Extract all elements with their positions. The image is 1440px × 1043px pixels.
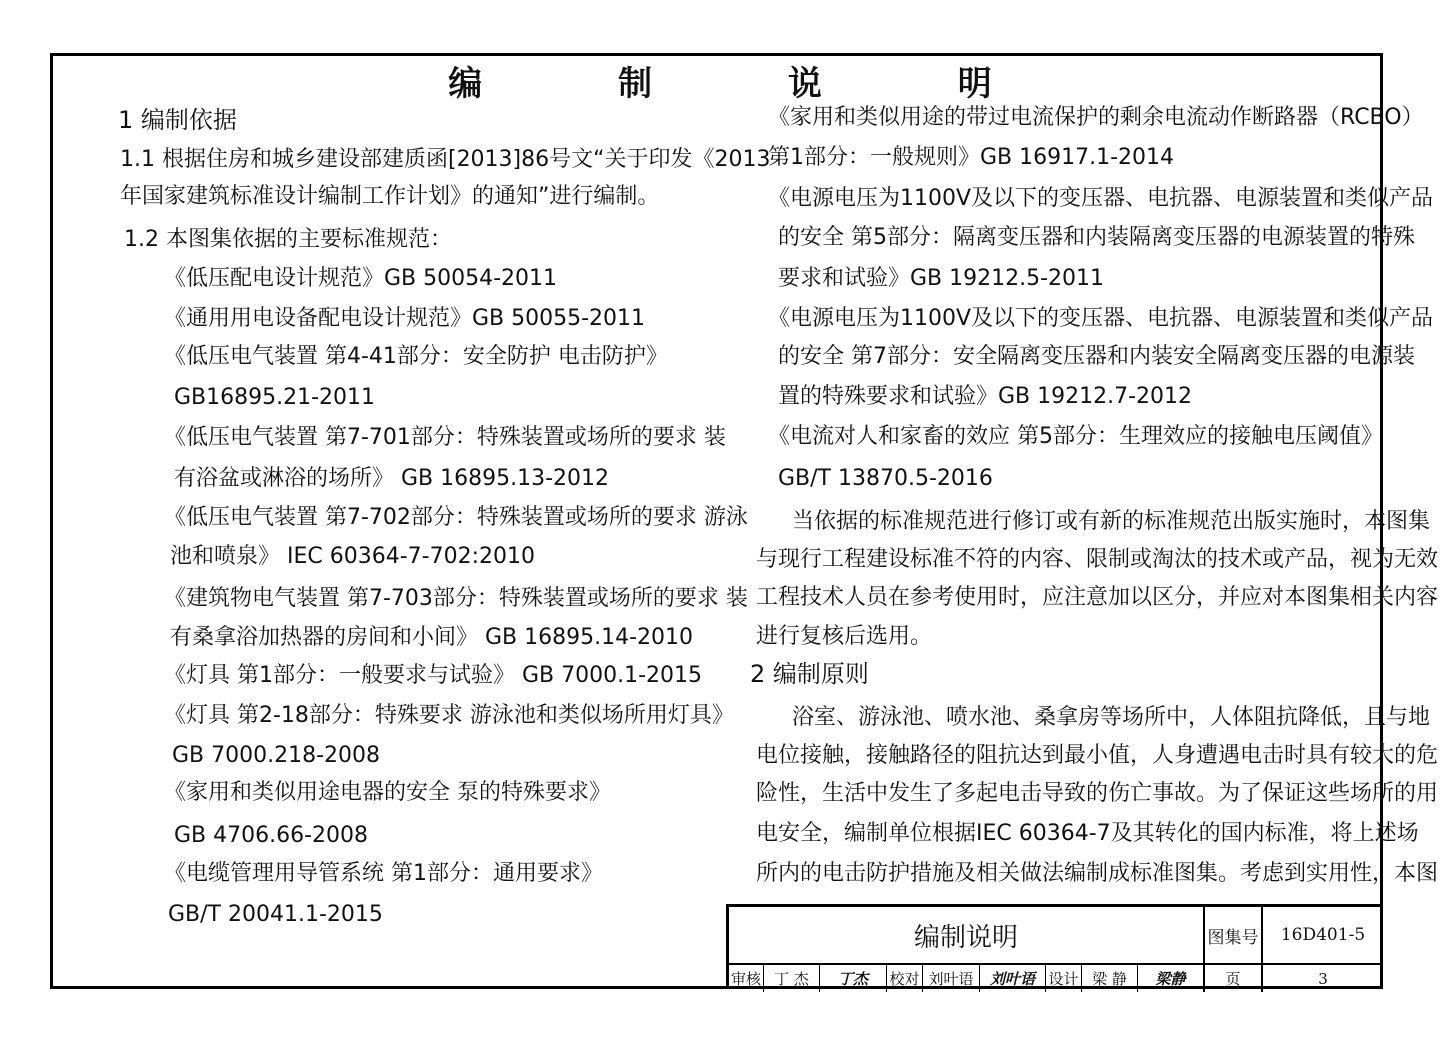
std-line: 池和喷泉》 IEC 60364-7-702:2010: [170, 544, 535, 569]
p1-2-heading: 1.2 本图集依据的主要标准规范：: [124, 227, 452, 252]
page-title: 编 制 说 明: [448, 64, 1054, 104]
std-line: 《电源电压为1100V及以下的变压器、电抗器、电源装置和类似产品: [768, 186, 1434, 211]
std-line: 《灯具 第2-18部分：特殊要求 游泳池和类似场所用灯具》: [164, 703, 734, 728]
std-line: 有浴盆或淋浴的场所》 GB 16895.13-2012: [174, 466, 610, 491]
page-label: 页: [1225, 970, 1241, 988]
drawing-title: 编制说明: [913, 922, 1018, 953]
atlas-no-label: 图集号: [1207, 927, 1259, 948]
principle-line: 所内的电击防护措施及相关做法编制成标准图集。考虑到实用性，本图: [756, 861, 1439, 886]
p1-1-line2: 年国家建筑标准设计编制工作计划》的通知”进行编制。: [120, 184, 660, 209]
std-line: GB/T 20041.1-2015: [168, 902, 383, 927]
std-line: 的安全 第5部分：隔离变压器和内装隔离变压器的电源装置的特殊: [778, 225, 1415, 250]
note-line: 进行复核后选用。: [756, 624, 933, 649]
note-line: 工程技术人员在参考使用时，应注意加以区分，并应对本图集相关内容: [756, 585, 1439, 610]
designer-signature: 梁静: [1155, 970, 1186, 988]
principle-line: 电位接触，接触路径的阻抗达到最小值，人身遭遇电击时具有较大的危: [756, 743, 1439, 768]
section2-heading: 2 编制原则: [750, 660, 869, 688]
std-line: GB16895.21-2011: [174, 385, 376, 410]
std-line: 《低压配电设计规范》GB 50054-2011: [164, 266, 558, 291]
check-label: 校对: [889, 970, 920, 988]
std-line: 《电源电压为1100V及以下的变压器、电抗器、电源装置和类似产品: [768, 306, 1434, 331]
std-line: 要求和试验》GB 19212.5-2011: [778, 266, 1105, 291]
principle-line: 险性，生活中发生了多起电击导致的伤亡事故。为了保证这些场所的用: [756, 781, 1439, 806]
std-line: 第1部分：一般规则》GB 16917.1-2014: [768, 145, 1175, 170]
std-line: 《通用用电设备配电设计规范》GB 50055-2011: [164, 306, 646, 331]
std-line: GB 4706.66-2008: [174, 823, 369, 848]
std-line: 《电缆管理用导管系统 第1部分：通用要求》: [164, 861, 603, 886]
std-line: 《建筑物电气装置 第7-703部分：特殊装置或场所的要求 装: [164, 586, 748, 611]
std-line: 的安全 第7部分：安全隔离变压器和内装安全隔离变压器的电源装: [778, 344, 1415, 369]
note-line: 与现行工程建设标准不符的内容、限制或淘汰的技术或产品，视为无效: [756, 547, 1439, 572]
std-line: 《灯具 第1部分：一般要求与试验》 GB 7000.1-2015: [164, 663, 703, 688]
std-line: 置的特殊要求和试验》GB 19212.7-2012: [778, 384, 1193, 409]
title-block: [726, 904, 1383, 989]
std-line: 《电流对人和家畜的效应 第5部分：生理效应的接触电压阈值》: [768, 424, 1383, 449]
std-line: 《低压电气装置 第4-41部分：安全防护 电击防护》: [164, 344, 668, 369]
std-line: 有桑拿浴加热器的房间和小间》 GB 16895.14-2010: [170, 625, 694, 650]
std-line: GB/T 13870.5-2016: [778, 466, 993, 491]
reviewer-name: 丁 杰: [774, 970, 809, 988]
page-number: 3: [1318, 969, 1328, 988]
atlas-no: 16D401-5: [1280, 925, 1366, 945]
std-line: 《低压电气装置 第7-702部分：特殊装置或场所的要求 游泳: [164, 505, 748, 530]
section1-heading: 1 编制依据: [118, 106, 237, 134]
design-label: 设计: [1048, 970, 1079, 988]
note-line: 当依据的标准规范进行修订或有新的标准规范出版实施时，本图集: [792, 509, 1431, 534]
p1-1-line1: 1.1 根据住房和城乡建设部建质函[2013]86号文“关于印发《2013: [120, 147, 771, 172]
std-line: 《家用和类似用途的带过电流保护的剩余电流动作断路器（RCBO）: [768, 105, 1424, 130]
std-line: GB 7000.218-2008: [172, 743, 381, 768]
checker-name: 刘叶语: [928, 970, 974, 988]
reviewer-signature: 丁杰: [837, 970, 868, 988]
principle-line: 电安全，编制单位根据IEC 60364-7及其转化的国内标准，将上述场: [756, 821, 1419, 846]
std-line: 《低压电气装置 第7-701部分：特殊装置或场所的要求 装: [164, 425, 726, 450]
review-label: 审核: [730, 970, 761, 988]
checker-signature: 刘叶语: [989, 970, 1035, 988]
principle-line: 浴室、游泳池、喷水池、桑拿房等场所中，人体阻抗降低，且与地: [792, 705, 1431, 730]
designer-name: 梁 静: [1092, 970, 1127, 988]
std-line: 《家用和类似用途电器的安全 泵的特殊要求》: [164, 780, 611, 805]
